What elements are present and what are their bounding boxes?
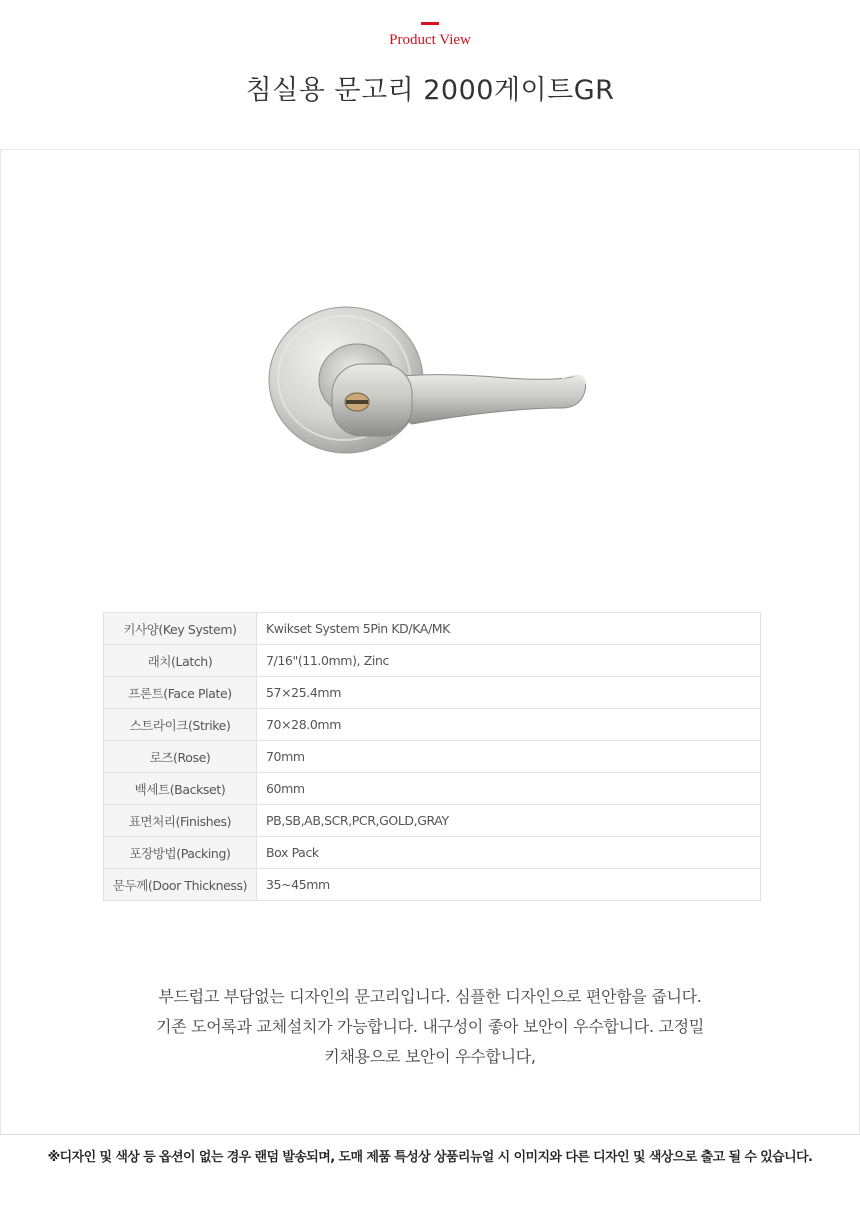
spec-row [104,773,761,805]
spec-label: 로즈(Rose) [104,741,257,773]
spec-row [104,741,761,773]
accent-bar [421,22,439,25]
spec-row [104,613,761,645]
spec-value: PB,SB,AB,SCR,PCR,GOLD,GRAY [257,805,761,837]
description-line: 기존 도어록과 교체설치가 가능합니다. 내구성이 좋아 보안이 우수합니다. 고정밀 [155,1017,704,1036]
page-title: 침실용 문고리 2000게이트GR [245,75,615,106]
spec-row [104,677,761,709]
spec-row [104,805,761,837]
spec-label: 포장방법(Packing) [104,837,257,869]
spec-value: 70mm [257,741,761,773]
product-header [0,0,860,150]
description-line: 키채용으로 보안이 우수합니다, [324,1047,536,1066]
lever-door-handle-image [262,294,602,469]
spec-label: 문두께(Door Thickness) [104,869,257,901]
spec-value: 60mm [257,773,761,805]
spec-label: 래치(Latch) [104,645,257,677]
spec-label: 키사양(Key System) [104,613,257,645]
spec-label: 프론트(Face Plate) [104,677,257,709]
section-eyebrow: Product View [389,32,471,48]
spec-label: 표면처리(Finishes) [104,805,257,837]
spec-row [104,709,761,741]
spec-row [104,837,761,869]
footer-divider [0,1134,860,1135]
spec-label: 스트라이크(Strike) [104,709,257,741]
spec-label: 백세트(Backset) [104,773,257,805]
product-description [0,982,860,1072]
shipping-notice: ※디자인 및 색상 등 옵션이 없는 경우 랜덤 발송되며, 도매 제품 특성상 상품리뉴얼 시 이미지와 다른 디자인 및 색상으로 출고 될 수 있습니다. [47,1150,813,1165]
spec-row [104,645,761,677]
spec-table [103,612,761,901]
spec-value: 35~45mm [257,869,761,901]
spec-row [104,869,761,901]
spec-value: 70×28.0mm [257,709,761,741]
description-line: 부드럽고 부담없는 디자인의 문고리입니다. 심플한 디자인으로 편안함을 줍니다. [158,987,702,1006]
spec-value: Kwikset System 5Pin KD/KA/MK [257,613,761,645]
spec-value: Box Pack [257,837,761,869]
spec-value: 7/16"(11.0mm), Zinc [257,645,761,677]
spec-value: 57×25.4mm [257,677,761,709]
